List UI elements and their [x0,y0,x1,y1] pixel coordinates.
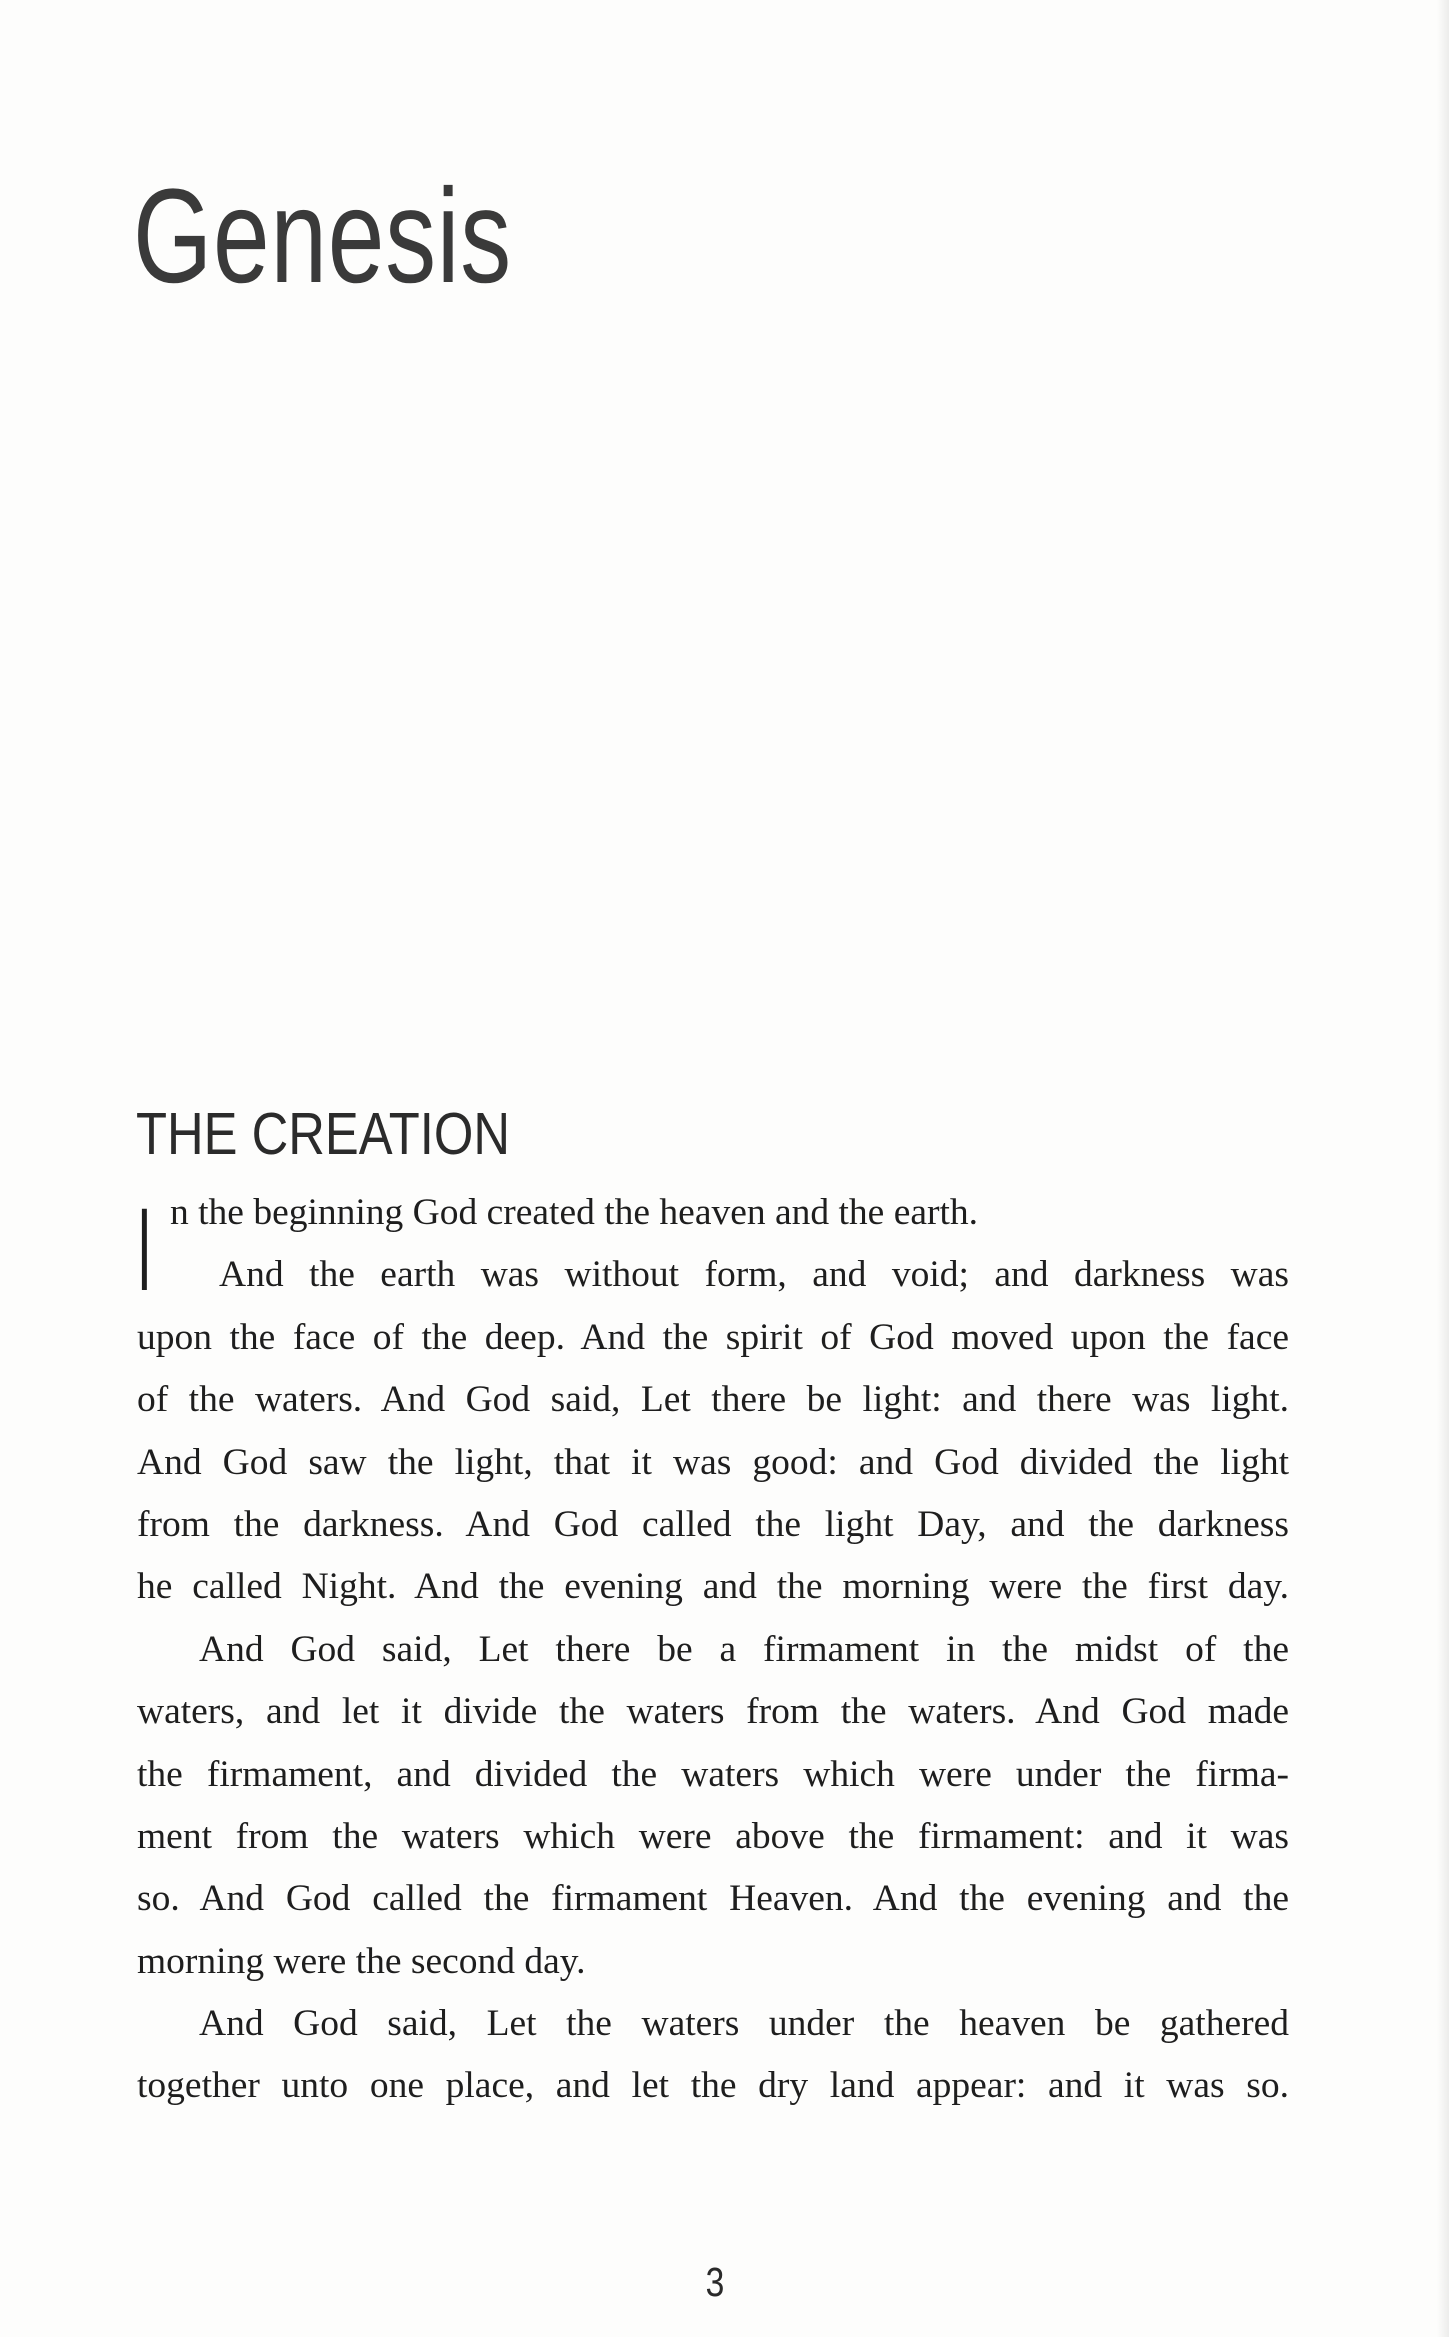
text-line: And God said, Let the waters under the heaven be gathered [199,2003,1289,2045]
text-line: from the darkness. And God called the light Day, and the darkness [137,1503,1289,1545]
text-line: And God saw the light, that it was good: and God divided the light [137,1441,1289,1483]
text-line: morning were the second day. [137,1940,586,1982]
text-line: the firmament, and divided the waters which were under the firma- [137,1753,1289,1795]
text-line: waters, and let it divide the waters from the waters. And God made [137,1691,1289,1733]
text-line: of the waters. And God said, Let there be light: and there was light. [137,1379,1289,1421]
text-line: ment from the waters which were above the firmament: and it was [137,1815,1289,1857]
section-heading: THE CREATION [136,1101,510,1167]
page-number: 3 [705,2259,725,2305]
scripture-text [137,1182,1289,2118]
text-line: n the beginning God created the heaven and the earth. [170,1192,979,1233]
text-line: so. And God called the firmament Heaven. And the evening and the [137,1878,1289,1920]
scan-edge-shadow [1437,0,1449,2337]
text-line: upon the face of the deep. And the spirit of God moved upon the face [137,1316,1289,1358]
drop-cap-letter: I [137,1184,152,1316]
text-line: he called Night. And the evening and the morning were the first day. [137,1566,1289,1608]
text-line: And God said, Let there be a firmament in the midst of the [199,1628,1289,1670]
text-line: together unto one place, and let the dry land appear: and it was so. [137,2065,1289,2107]
book-title: Genesis [133,162,512,311]
text-line: And the earth was without form, and void; and darkness was [219,1254,1289,1296]
